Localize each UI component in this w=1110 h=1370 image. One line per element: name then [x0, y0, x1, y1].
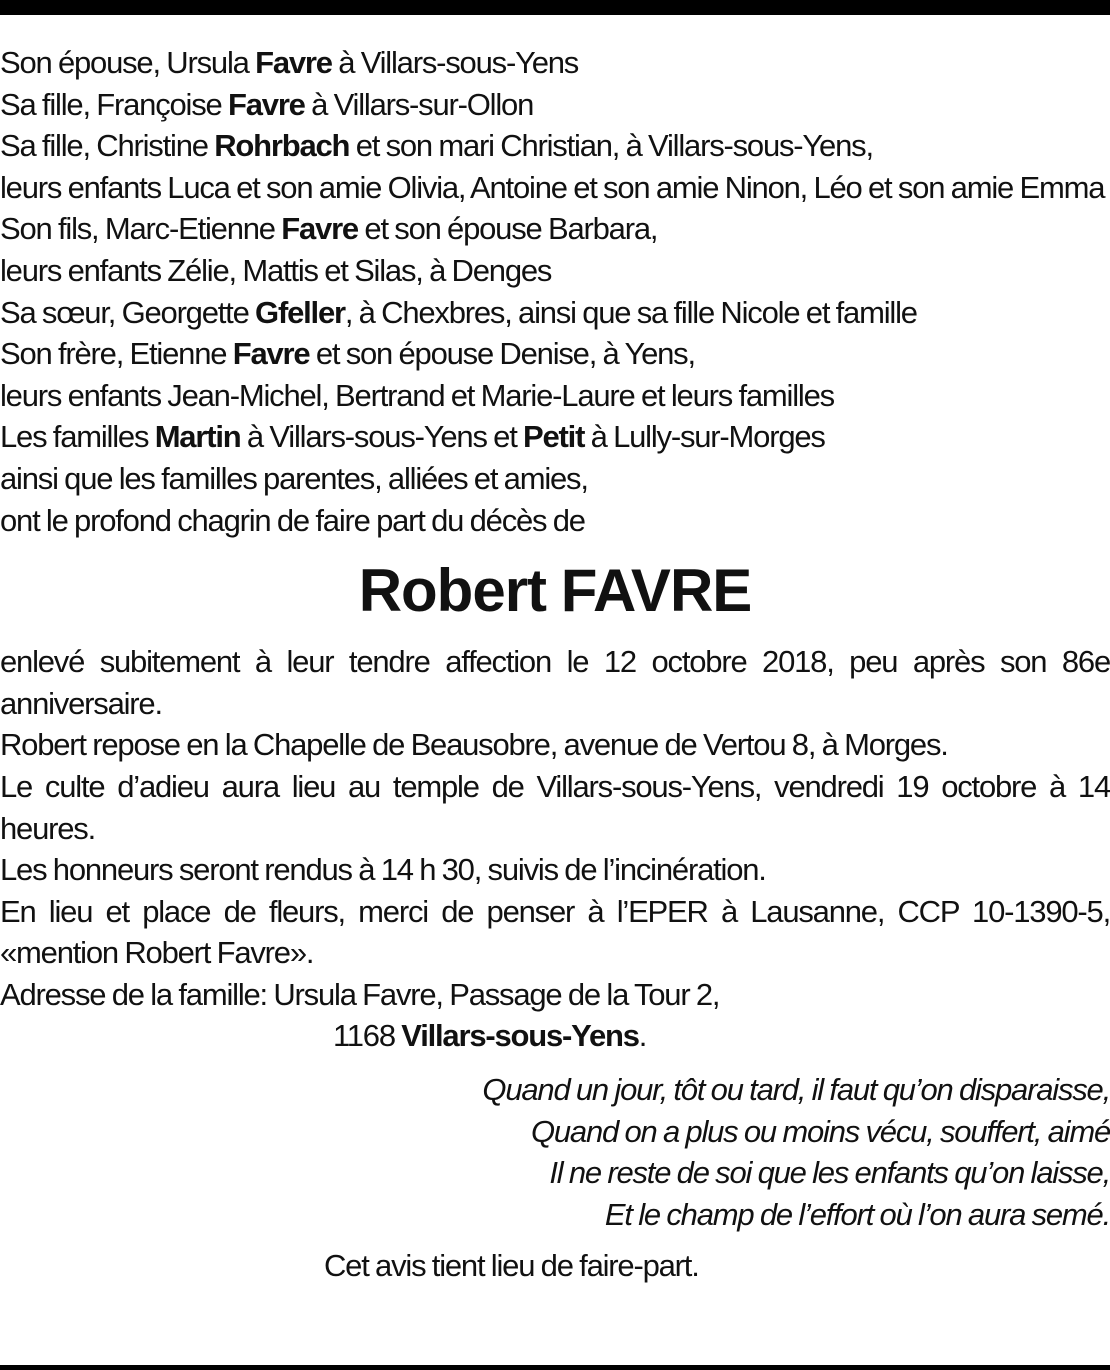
- poem-line: Et le champ de l’effort où l’on aura semé.: [604, 1196, 1110, 1232]
- deceased-name-heading: Robert FAVRE: [358, 557, 752, 625]
- family-line-brother: Son frère, Etienne Favre et son épouse Denise, à Yens,: [0, 336, 695, 372]
- family-line-grandchildren-2: leurs enfants Zélie, Mattis et Silas, à Denges: [0, 252, 552, 288]
- family-line-nephews: leurs enfants Jean-Michel, Bertrand et Marie-Laure et leurs familles: [0, 377, 834, 413]
- family-line-grandchildren-1: leurs enfants Luca et son amie Olivia, Antoine et son amie Ninon, Léo et son amie Emma: [0, 169, 1105, 205]
- details-donation: En lieu et place de fleurs, merci de penser à l’EPER à Lausanne, CCP 10-1390-5, «mention Robert Favre».: [0, 893, 1110, 971]
- family-line-daughter-christine: Sa fille, Christine Rohrbach et son mari Christian, à Villars-sous-Yens,: [0, 128, 873, 164]
- closing-note: Cet avis tient lieu de faire-part.: [324, 1248, 699, 1284]
- family-line-son: Son fils, Marc-Etienne Favre et son épouse Barbara,: [0, 211, 658, 247]
- poem-line: Il ne reste de soi que les enfants qu’on laisse,: [549, 1155, 1110, 1191]
- details-chapel: Robert repose en la Chapelle de Beausobre, avenue de Vertou 8, à Morges.: [0, 727, 948, 763]
- poem-line: Quand un jour, tôt ou tard, il faut qu’on disparaisse,: [482, 1072, 1110, 1108]
- family-line-sister: Sa sœur, Georgette Gfeller, à Chexbres, ainsi que sa fille Nicole et famille: [0, 294, 917, 330]
- death-notice: [0, 42, 1110, 1287]
- poem-line: Quand on a plus ou moins vécu, souffert, aimé: [530, 1113, 1110, 1149]
- poem: [0, 1069, 1110, 1235]
- details-ceremony: Le culte d’adieu aura lieu au temple de Villars-sous-Yens, vendredi 19 octobre à 14 heures.: [0, 768, 1110, 846]
- family-line-relatives: ainsi que les familles parentes, alliées et amies,: [0, 460, 588, 496]
- notice-details: [0, 641, 1110, 1057]
- top-border-rule: [0, 0, 1110, 15]
- family-line-wife: Son épouse, Ursula Favre à Villars-sous-Yens: [0, 45, 579, 80]
- details-death-date: enlevé subitement à leur tendre affection le 12 octobre 2018, peu après son 86e anniversaire.: [0, 644, 1110, 721]
- details-honours: Les honneurs seront rendus à 14 h 30, suivis de l’incinération.: [0, 852, 766, 888]
- family-list: [0, 42, 1110, 541]
- details-address-line-2: 1168 Villars-sous-Yens.: [333, 1018, 647, 1054]
- family-line-announcement: ont le profond chagrin de faire part du décès de: [0, 502, 585, 538]
- family-line-daughter-francoise: Sa fille, Françoise Favre à Villars-sur-Ollon: [0, 86, 534, 122]
- details-address-line-1: Adresse de la famille: Ursula Favre, Passage de la Tour 2,: [0, 976, 720, 1012]
- family-line-families: Les familles Martin à Villars-sous-Yens et Petit à Lully-sur-Morges: [0, 419, 825, 455]
- bottom-border-rule: [0, 1365, 1110, 1370]
